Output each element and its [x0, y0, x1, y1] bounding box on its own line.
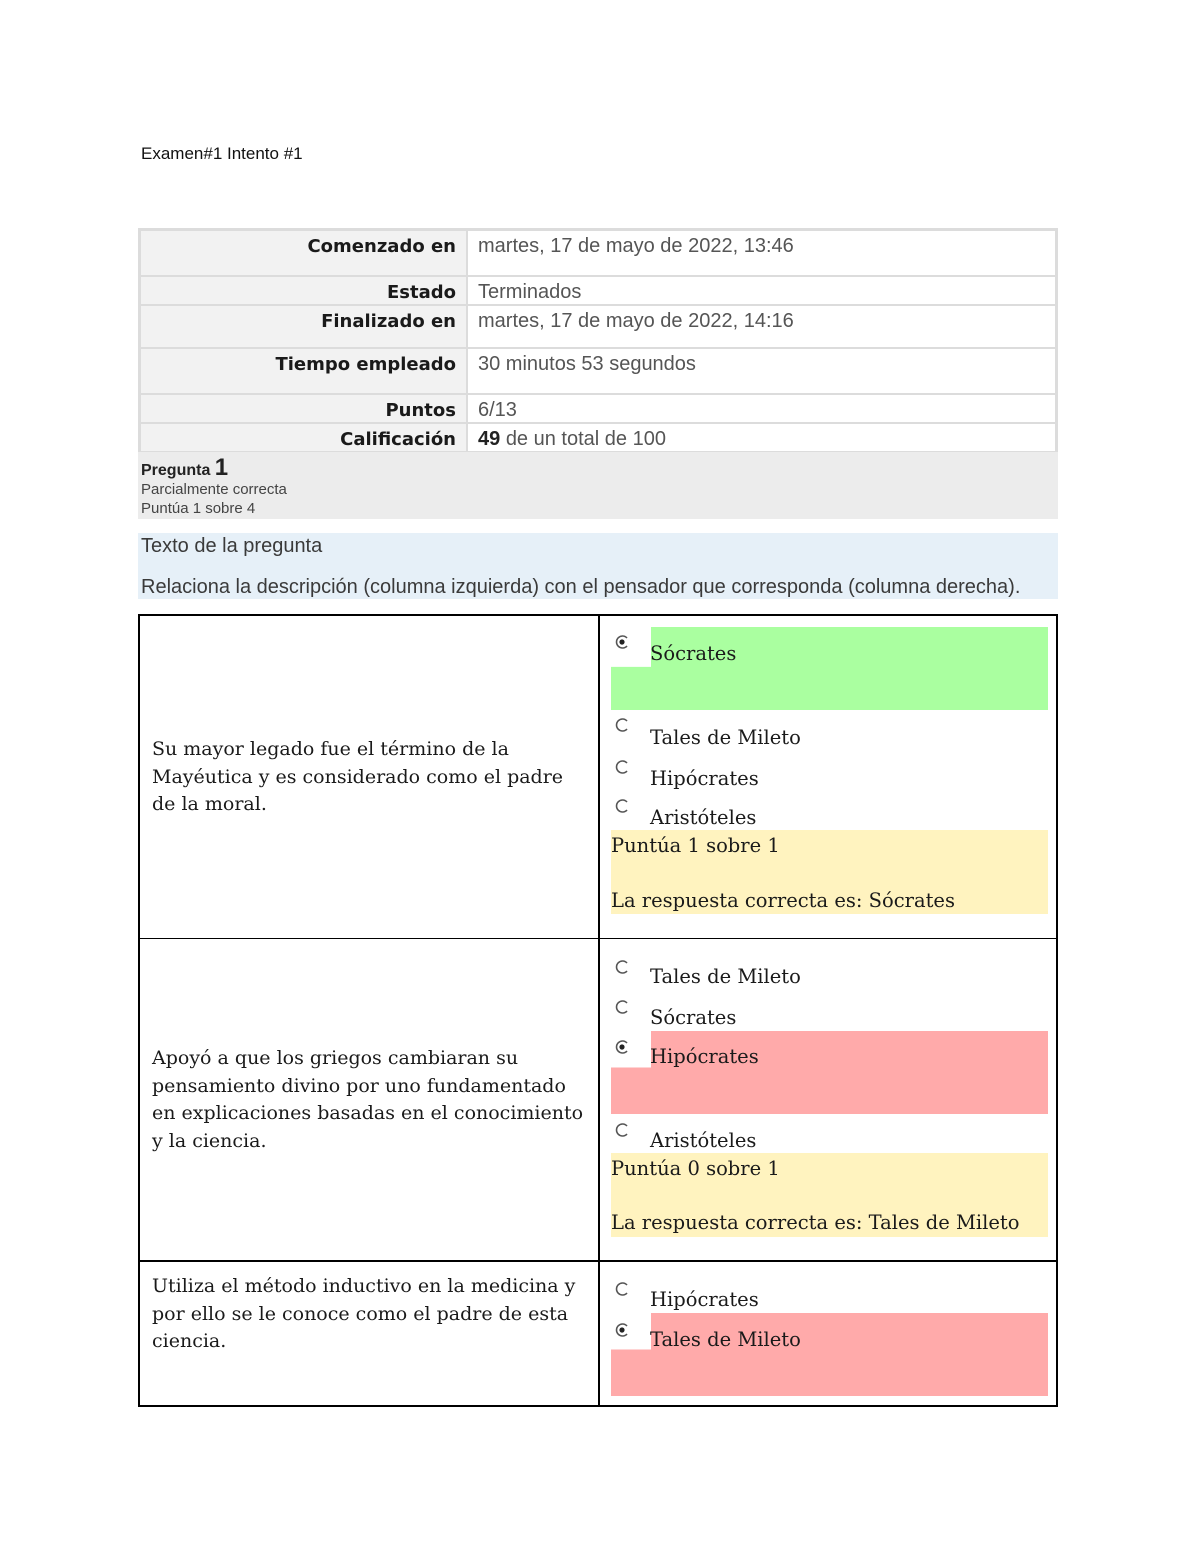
grade-number: 49 — [478, 428, 501, 450]
incorrect-answer-highlight — [611, 1313, 1048, 1396]
feedback-answer: La respuesta correcta es: Tales de Mileto — [611, 1211, 1020, 1234]
match-row — [140, 616, 1056, 938]
option-label[interactable]: Tales de Mileto — [650, 726, 801, 749]
radio-unchecked-icon[interactable] — [614, 798, 630, 814]
question-info — [138, 452, 1058, 519]
document-title: Examen#1 Intento #1 — [141, 144, 303, 163]
option-label[interactable]: Sócrates — [650, 1006, 737, 1029]
summary-row-points — [140, 394, 1056, 423]
grade-value — [467, 423, 1056, 452]
radio-unchecked-icon[interactable] — [614, 999, 630, 1015]
option-label[interactable]: Tales de Mileto — [650, 965, 801, 988]
finished-label: Finalizado en — [140, 305, 467, 348]
started-value: martes, 17 de mayo de 2022, 13:46 — [467, 230, 1056, 276]
points-value: 6/13 — [467, 394, 1056, 423]
radio-unchecked-icon[interactable] — [614, 1122, 630, 1138]
radio-unchecked-icon[interactable] — [614, 959, 630, 975]
time-label: Tiempo empleado — [140, 348, 467, 394]
state-label: Estado — [140, 276, 467, 305]
option-label[interactable]: Aristóteles — [650, 1129, 757, 1152]
question-text: Relaciona la descripción (columna izquierda) con el pensador que corresponda (columna derecha). — [141, 576, 1021, 598]
row-description: Apoyó a que los griegos cambiaran su pensamiento divino por uno fundamentado en explicaciones basadas en el conocimiento y la ciencia. — [152, 1047, 584, 1152]
column-divider — [598, 616, 600, 938]
radio-unchecked-icon[interactable] — [614, 759, 630, 775]
column-divider — [598, 939, 600, 1260]
radio-checked-icon[interactable] — [614, 1322, 630, 1338]
feedback-answer: La respuesta correcta es: Sócrates — [611, 889, 955, 912]
summary-row-time — [140, 348, 1056, 394]
radio-checked-icon[interactable] — [614, 1039, 630, 1055]
incorrect-answer-highlight — [611, 1031, 1048, 1114]
question-prefix: Pregunta — [141, 462, 211, 479]
row-description: Utiliza el método inductivo en la medicina y por ello se le conoce como el padre de esta ciencia. — [152, 1275, 576, 1352]
option-label[interactable]: Aristóteles — [650, 806, 757, 829]
finished-value: martes, 17 de mayo de 2022, 14:16 — [467, 305, 1056, 348]
question-text-box — [138, 533, 1058, 599]
option-label[interactable]: Hipócrates — [650, 767, 759, 790]
correct-answer-highlight — [611, 627, 1048, 710]
state-value: Terminados — [467, 276, 1056, 305]
summary-row-grade — [140, 423, 1056, 452]
option-label[interactable]: Sócrates — [650, 642, 737, 665]
attempt-summary-table — [138, 228, 1058, 454]
summary-row-finished — [140, 305, 1056, 348]
feedback-score: Puntúa 0 sobre 1 — [611, 1157, 780, 1180]
radio-checked-icon[interactable] — [614, 634, 630, 650]
column-divider — [598, 1262, 600, 1405]
question-status: Parcialmente correcta — [141, 481, 287, 498]
option-label[interactable]: Hipócrates — [650, 1288, 759, 1311]
match-row — [140, 1260, 1056, 1405]
time-value: 30 minutos 53 segundos — [467, 348, 1056, 394]
radio-unchecked-icon[interactable] — [614, 1281, 630, 1297]
question-text-label: Texto de la pregunta — [141, 535, 323, 557]
summary-row-state — [140, 276, 1056, 305]
option-label[interactable]: Tales de Mileto — [650, 1328, 801, 1351]
grade-suffix: de un total de 100 — [505, 428, 666, 450]
radio-unchecked-icon[interactable] — [614, 717, 630, 733]
points-label: Puntos — [140, 394, 467, 423]
question-heading — [141, 454, 228, 482]
question-grade: Puntúa 1 sobre 4 — [141, 500, 256, 517]
row-description: Su mayor legado fue el término de la Mayéutica y es considerado como el padre de la moral. — [152, 738, 564, 815]
question-number: 1 — [214, 454, 229, 481]
feedback-score: Puntúa 1 sobre 1 — [611, 834, 780, 857]
started-label: Comenzado en — [140, 230, 467, 276]
summary-row-started — [140, 230, 1056, 276]
match-row — [140, 938, 1056, 1260]
option-label[interactable]: Hipócrates — [650, 1045, 759, 1068]
grade-label: Calificación — [140, 423, 467, 452]
matching-table — [138, 614, 1058, 1407]
